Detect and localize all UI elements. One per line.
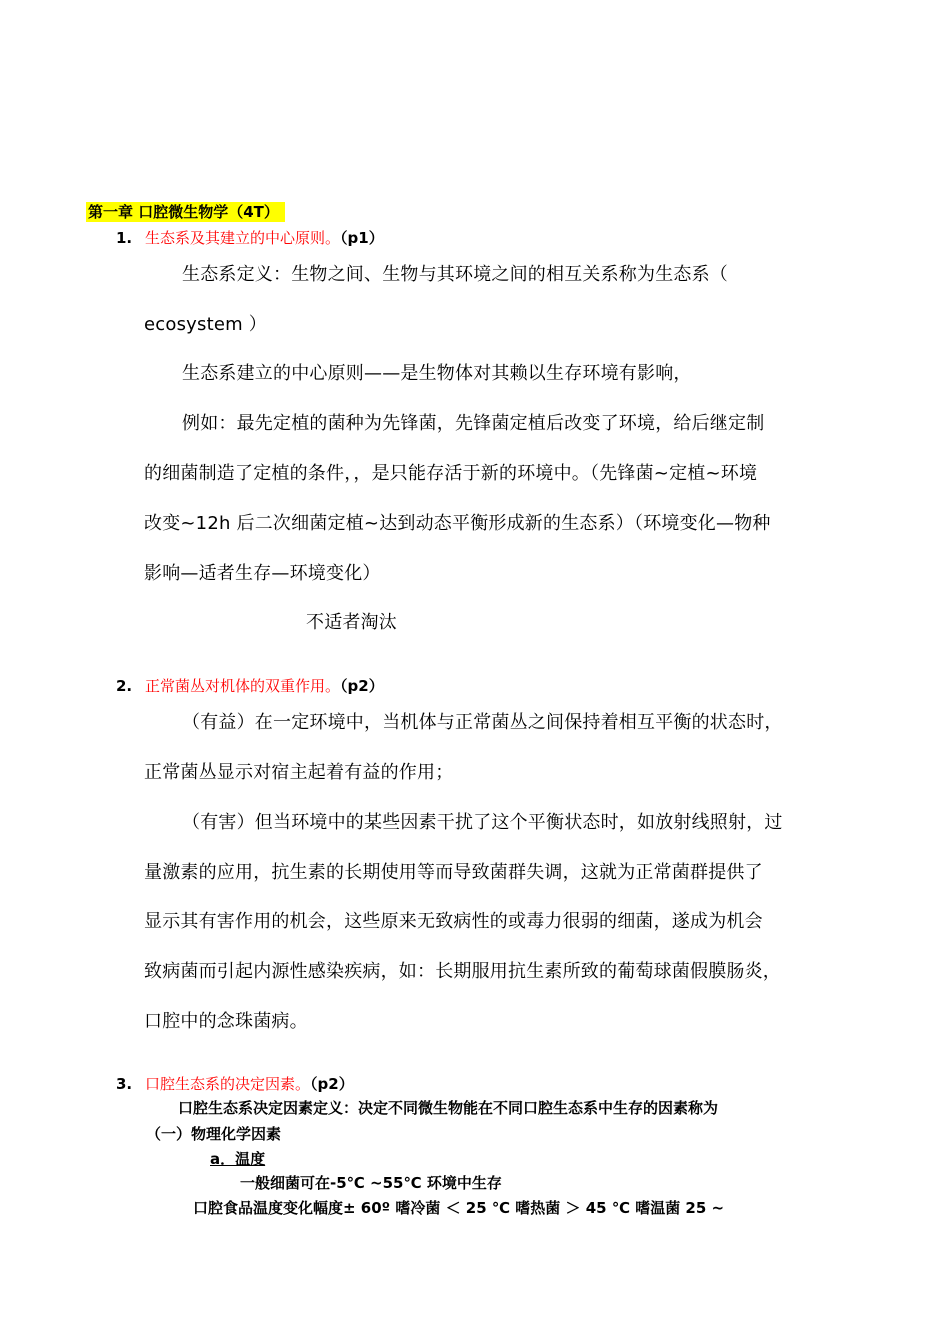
page-ref: （p2） [310,1075,354,1093]
paragraph-line: 生态系定义：生物之间、生物与其环境之间的相互关系称为生态系（ [182,264,728,285]
section-heading-1 [116,228,516,248]
paragraph-line: 生态系建立的中心原则——是生物体对其赖以生存环境有影响， [182,363,692,384]
paragraph-line: 正常菌丛显示对宿主起着有益的作用； [144,762,454,783]
definition-line: 口腔生态系决定因素定义：决定不同微生物能在不同口腔生态系中生存的因素称为 [178,1099,719,1117]
paragraph-line: ecosystem ） [144,314,267,335]
paragraph-line: 口腔食品温度变化幅度± 60º 嗜冷菌 ＜ 25 ℃ 嗜热菌 ＞ 45 ℃ 嗜温菌 25 ~ [193,1199,725,1217]
section-heading-2 [116,676,516,696]
section-heading-3 [116,1074,516,1094]
item-title: a．温度 [210,1150,266,1168]
page-ref: （p2） [340,677,384,695]
paragraph-line: 不适者淘汰 [306,612,397,633]
section-title: 口腔生态系的决定因素。（p2） [145,1075,354,1093]
section-title: 生态系及其建立的中心原则。（p1） [145,229,384,247]
section-number: 1. [116,229,133,247]
paragraph-line: 显示其有害作用的机会，这些原来无致病性的或毒力很弱的细菌，遂成为机会 [144,911,763,932]
paragraph-line: 量激素的应用，抗生素的长期使用等而导致菌群失调，这就为正常菌群提供了 [144,862,763,883]
chapter-title: 第一章 口腔微生物学（4T） [86,202,285,222]
paragraph-line: 影响—适者生存—环境变化） [144,563,381,584]
paragraph-line: 口腔中的念珠菌病。 [144,1011,308,1032]
paragraph-line: 致病菌而引起内源性感染疾病，如：长期服用抗生素所致的葡萄球菌假膜肠炎， [144,961,781,982]
paragraph-line: 例如：最先定植的菌种为先锋菌，先锋菌定植后改变了环境，给后继定制 [182,413,765,434]
section-number: 2. [116,677,133,695]
page-ref: （p1） [340,229,384,247]
subsection-title: （一）物理化学因素 [146,1125,282,1143]
section-title: 正常菌丛对机体的双重作用。（p2） [145,677,384,695]
section-number: 3. [116,1075,133,1093]
paragraph-line: 一般细菌可在-5℃ ~55℃ 环境中生存 [240,1174,502,1192]
paragraph-line: （有益）在一定环境中，当机体与正常菌丛之间保持着相互平衡的状态时， [182,712,783,733]
paragraph-line: 的细菌制造了定植的条件，，是只能存活于新的环境中。（先锋菌~定植~环境 [144,463,758,484]
paragraph-line: 改变~12h 后二次细菌定植~达到动态平衡形成新的生态系）（环境变化—物种 [144,513,771,534]
paragraph-line: （有害）但当环境中的某些因素干扰了这个平衡状态时，如放射线照射，过 [182,812,783,833]
